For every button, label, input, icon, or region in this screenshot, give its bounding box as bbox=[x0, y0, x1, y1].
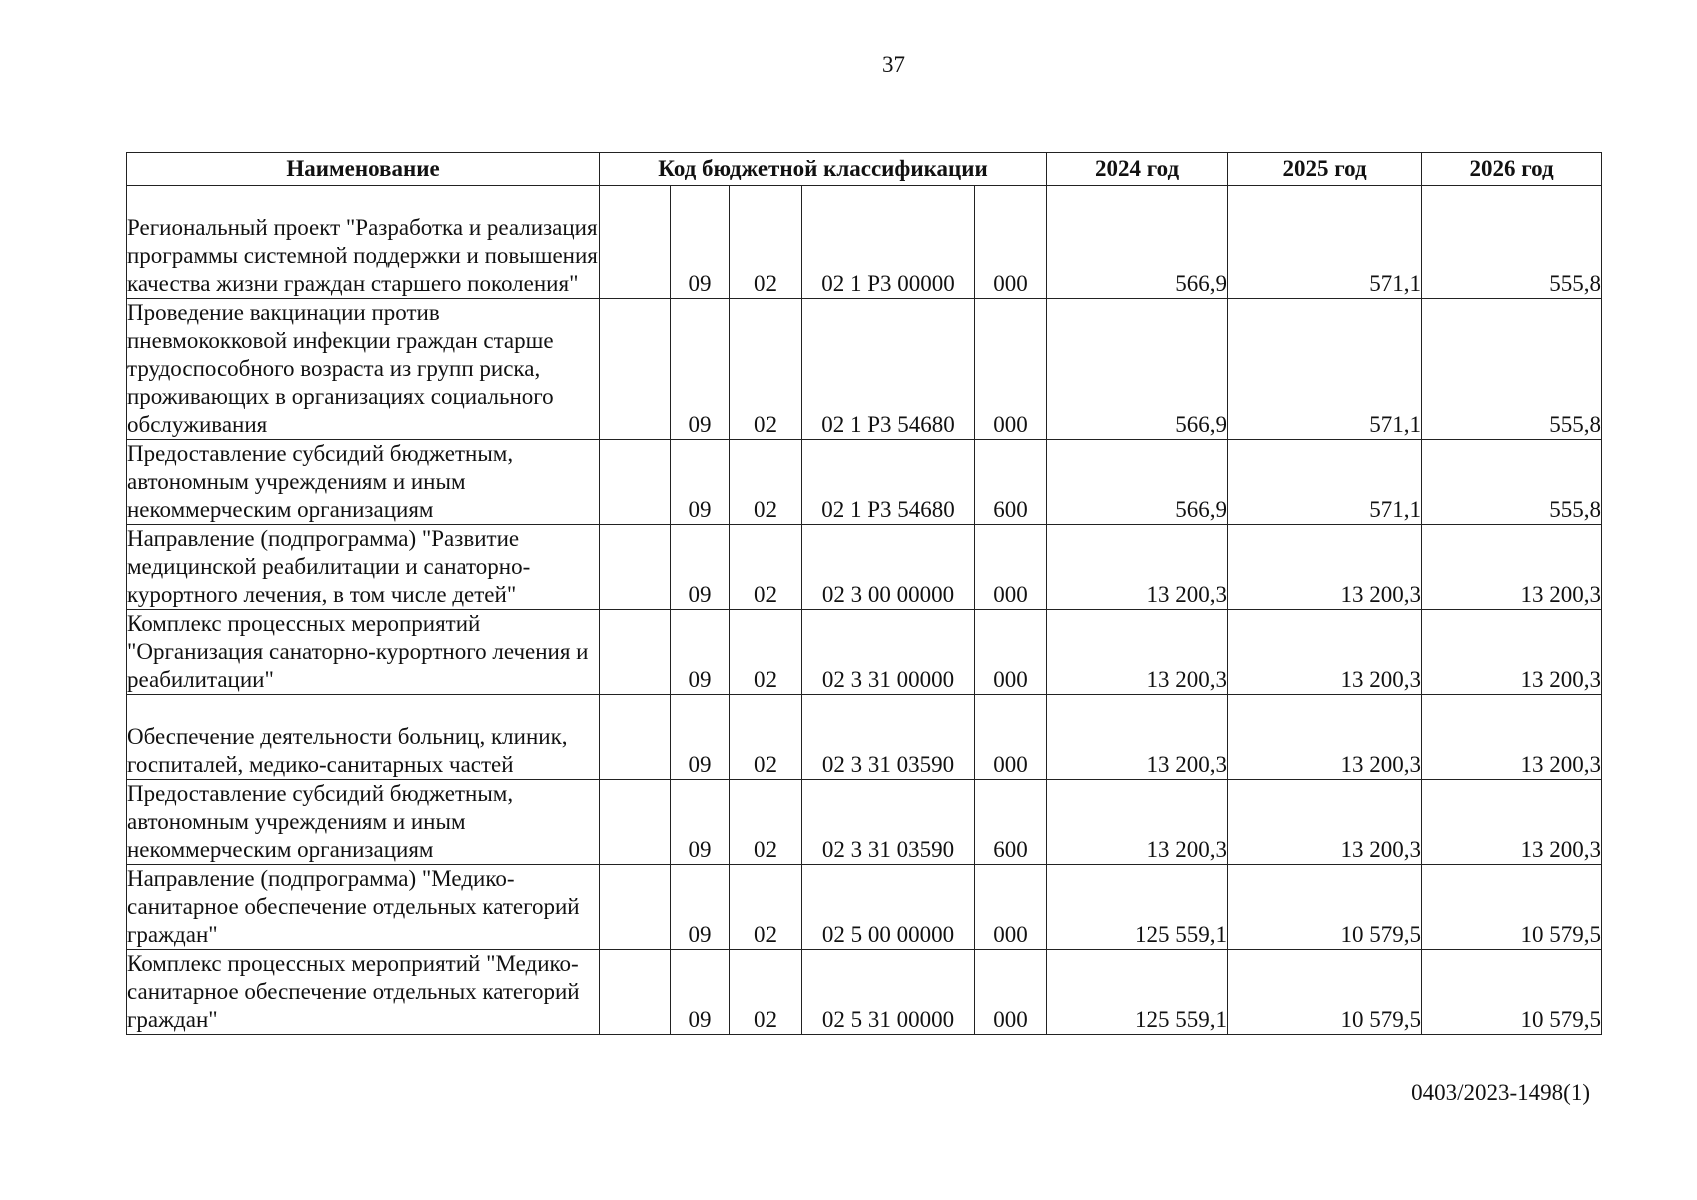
row-name: Проведение вакцинации против пневмококковой инфекции граждан старше трудоспособного возраста из групп риска, проживающих в организациях социального обслуживания bbox=[127, 299, 600, 440]
code-cell-3: 02 bbox=[730, 610, 802, 695]
header-2026: 2026 год bbox=[1422, 153, 1602, 186]
table-row bbox=[127, 525, 1602, 610]
code-cell-2: 09 bbox=[671, 299, 730, 440]
row-name: Комплекс процессных мероприятий "Организация санаторно-курортного лечения и реабилитации" bbox=[127, 610, 600, 695]
row-name: Предоставление субсидий бюджетным, автономным учреждениям и иным некоммерческим организациям bbox=[127, 780, 600, 865]
value-2024: 125 559,1 bbox=[1047, 950, 1228, 1035]
document-number: 0403/2023-1498(1) bbox=[1411, 1080, 1590, 1105]
code-cell-3: 02 bbox=[730, 865, 802, 950]
value-2026: 13 200,3 bbox=[1422, 695, 1602, 780]
header-2025: 2025 год bbox=[1228, 153, 1422, 186]
value-2025: 10 579,5 bbox=[1228, 865, 1422, 950]
code-cell-5: 000 bbox=[975, 950, 1047, 1035]
value-2026: 13 200,3 bbox=[1422, 610, 1602, 695]
code-cell-5: 000 bbox=[975, 525, 1047, 610]
code-cell-2: 09 bbox=[671, 695, 730, 780]
header-2024: 2024 год bbox=[1047, 153, 1228, 186]
value-2025: 13 200,3 bbox=[1228, 695, 1422, 780]
value-2026: 10 579,5 bbox=[1422, 865, 1602, 950]
value-2025: 13 200,3 bbox=[1228, 610, 1422, 695]
value-2024: 566,9 bbox=[1047, 299, 1228, 440]
page-number: 37 bbox=[882, 52, 905, 77]
code-cell-1 bbox=[600, 610, 671, 695]
code-cell-4: 02 5 00 00000 bbox=[802, 865, 975, 950]
code-cell-5: 000 bbox=[975, 865, 1047, 950]
code-cell-5: 600 bbox=[975, 440, 1047, 525]
code-cell-4: 02 1 Р3 54680 bbox=[802, 299, 975, 440]
code-cell-3: 02 bbox=[730, 695, 802, 780]
value-2024: 13 200,3 bbox=[1047, 780, 1228, 865]
code-cell-2: 09 bbox=[671, 950, 730, 1035]
value-2026: 555,8 bbox=[1422, 186, 1602, 299]
code-cell-3: 02 bbox=[730, 299, 802, 440]
table-header-row bbox=[127, 153, 1602, 186]
value-2025: 13 200,3 bbox=[1228, 525, 1422, 610]
value-2026: 10 579,5 bbox=[1422, 950, 1602, 1035]
code-cell-4: 02 5 31 00000 bbox=[802, 950, 975, 1035]
header-code: Код бюджетной классификации bbox=[600, 153, 1047, 186]
value-2026: 13 200,3 bbox=[1422, 780, 1602, 865]
code-cell-3: 02 bbox=[730, 440, 802, 525]
header-name: Наименование bbox=[127, 153, 600, 186]
code-cell-2: 09 bbox=[671, 865, 730, 950]
code-cell-2: 09 bbox=[671, 525, 730, 610]
row-name: Предоставление субсидий бюджетным, автономным учреждениям и иным некоммерческим организациям bbox=[127, 440, 600, 525]
value-2024: 13 200,3 bbox=[1047, 610, 1228, 695]
value-2026: 555,8 bbox=[1422, 440, 1602, 525]
code-cell-1 bbox=[600, 186, 671, 299]
code-cell-2: 09 bbox=[671, 610, 730, 695]
table-row bbox=[127, 950, 1602, 1035]
table-row bbox=[127, 865, 1602, 950]
row-name: Региональный проект "Разработка и реализация программы системной поддержки и повышения качества жизни граждан старшего поколения" bbox=[127, 186, 600, 299]
table-row bbox=[127, 695, 1602, 780]
code-cell-4: 02 3 31 03590 bbox=[802, 695, 975, 780]
code-cell-2: 09 bbox=[671, 440, 730, 525]
code-cell-3: 02 bbox=[730, 525, 802, 610]
code-cell-4: 02 1 Р3 54680 bbox=[802, 440, 975, 525]
code-cell-5: 000 bbox=[975, 299, 1047, 440]
code-cell-2: 09 bbox=[671, 780, 730, 865]
code-cell-5: 600 bbox=[975, 780, 1047, 865]
row-name: Обеспечение деятельности больниц, клиник, госпиталей, медико-санитарных частей bbox=[127, 695, 600, 780]
value-2025: 10 579,5 bbox=[1228, 950, 1422, 1035]
code-cell-3: 02 bbox=[730, 950, 802, 1035]
code-cell-4: 02 1 Р3 00000 bbox=[802, 186, 975, 299]
code-cell-4: 02 3 31 03590 bbox=[802, 780, 975, 865]
code-cell-5: 000 bbox=[975, 186, 1047, 299]
code-cell-4: 02 3 31 00000 bbox=[802, 610, 975, 695]
value-2026: 555,8 bbox=[1422, 299, 1602, 440]
value-2025: 571,1 bbox=[1228, 186, 1422, 299]
code-cell-5: 000 bbox=[975, 695, 1047, 780]
table-row bbox=[127, 186, 1602, 299]
table-row bbox=[127, 440, 1602, 525]
row-name: Направление (подпрограмма) "Медико-санитарное обеспечение отдельных категорий граждан" bbox=[127, 865, 600, 950]
code-cell-3: 02 bbox=[730, 186, 802, 299]
code-cell-1 bbox=[600, 440, 671, 525]
value-2026: 13 200,3 bbox=[1422, 525, 1602, 610]
code-cell-1 bbox=[600, 950, 671, 1035]
table-row bbox=[127, 610, 1602, 695]
table-row bbox=[127, 780, 1602, 865]
value-2025: 571,1 bbox=[1228, 299, 1422, 440]
value-2025: 571,1 bbox=[1228, 440, 1422, 525]
code-cell-3: 02 bbox=[730, 780, 802, 865]
value-2025: 13 200,3 bbox=[1228, 780, 1422, 865]
value-2024: 13 200,3 bbox=[1047, 695, 1228, 780]
row-name: Направление (подпрограмма) "Развитие медицинской реабилитации и санаторно-курортного лечения, в том числе детей" bbox=[127, 525, 600, 610]
value-2024: 566,9 bbox=[1047, 186, 1228, 299]
code-cell-5: 000 bbox=[975, 610, 1047, 695]
table-row bbox=[127, 299, 1602, 440]
value-2024: 566,9 bbox=[1047, 440, 1228, 525]
code-cell-2: 09 bbox=[671, 186, 730, 299]
code-cell-1 bbox=[600, 865, 671, 950]
code-cell-1 bbox=[600, 525, 671, 610]
code-cell-4: 02 3 00 00000 bbox=[802, 525, 975, 610]
code-cell-1 bbox=[600, 695, 671, 780]
code-cell-1 bbox=[600, 299, 671, 440]
row-name: Комплекс процессных мероприятий "Медико-санитарное обеспечение отдельных категорий граждан" bbox=[127, 950, 600, 1035]
value-2024: 13 200,3 bbox=[1047, 525, 1228, 610]
value-2024: 125 559,1 bbox=[1047, 865, 1228, 950]
code-cell-1 bbox=[600, 780, 671, 865]
budget-table bbox=[126, 152, 1602, 1035]
